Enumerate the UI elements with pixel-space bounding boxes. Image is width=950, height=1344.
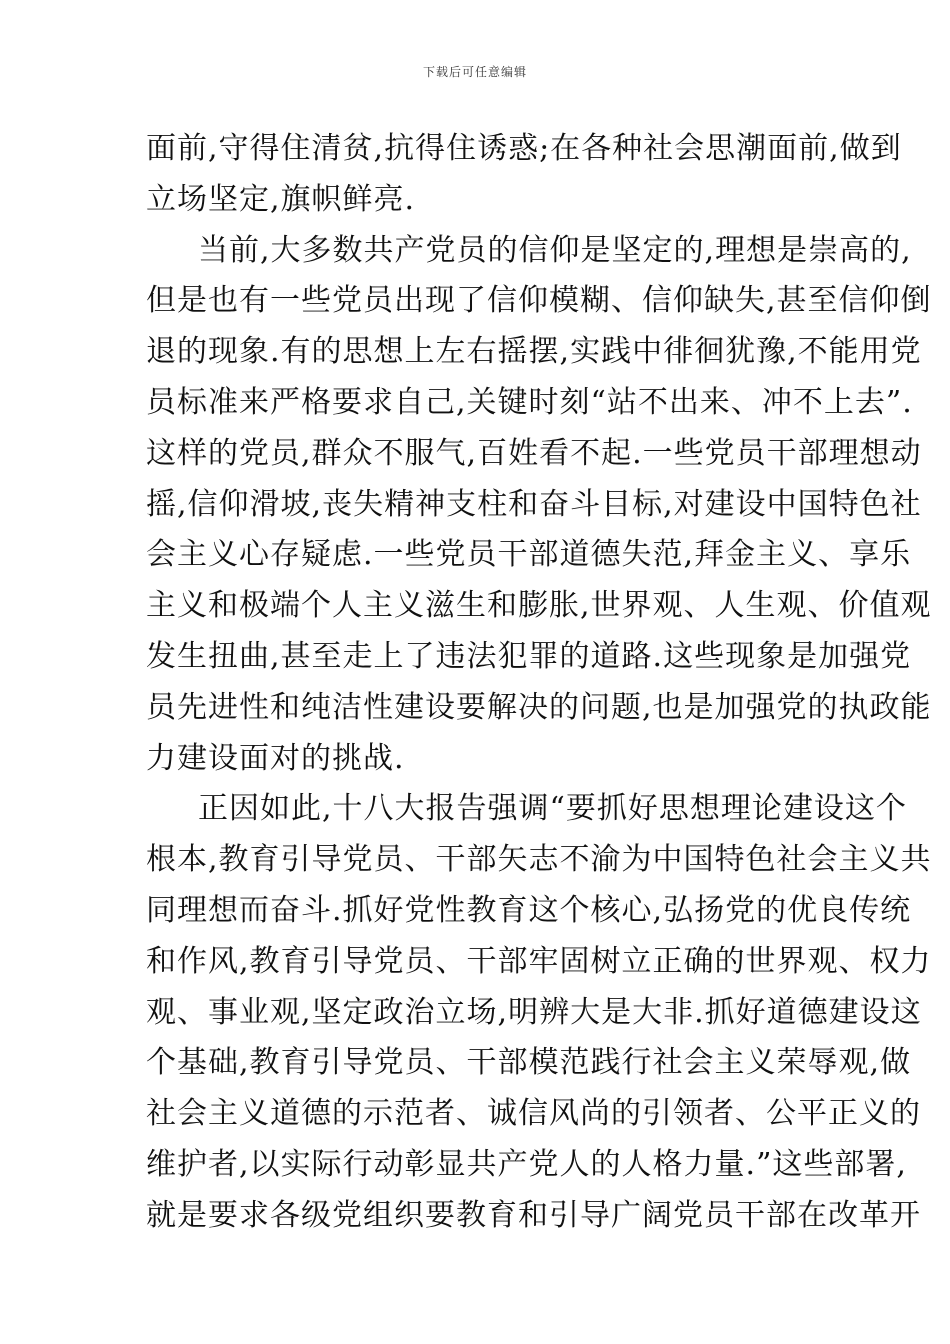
text-line: 社会主义道德的示范者、诚信风尚的引领者、公平正义的 xyxy=(146,1096,921,1132)
paragraph-start-line: 正因如此,十八大报告强调“要抓好思想理论建设这个 xyxy=(198,791,907,827)
text-line: 员先进性和纯洁性建设要解决的问题,也是加强党的执政能 xyxy=(146,689,932,725)
text-line: 根本,教育引导党员、干部矢志不渝为中国特色社会主义共 xyxy=(146,842,932,878)
text-line: 维护者,以实际行动彰显共产党人的人格力量.”这些部署, xyxy=(146,1146,907,1182)
text-line: 员标准来严格要求自己,关键时刻“站不出来、冲不上去”. xyxy=(146,384,913,420)
text-line: 摇,信仰滑坡,丧失精神支柱和奋斗目标,对建设中国特色社 xyxy=(146,486,922,522)
text-line: 但是也有一些党员出现了信仰模糊、信仰缺失,甚至信仰倒 xyxy=(146,283,932,319)
text-line: 就是要求各级党组织要教育和引导广阔党员干部在改革开 xyxy=(146,1197,921,1233)
body-text xyxy=(146,124,932,1242)
text-line: 观、事业观,坚定政治立场,明辨大是大非.抓好道德建设这 xyxy=(146,994,922,1030)
text-line: 这样的党员,群众不服气,百姓看不起.一些党员干部理想动 xyxy=(146,435,922,471)
text-line: 会主义心存疑虑.一些党员干部道德失范,拜金主义、享乐 xyxy=(146,537,912,573)
text-line: 力建设面对的挑战. xyxy=(146,740,405,776)
text-line: 立场坚定,旗帜鲜亮. xyxy=(146,181,416,217)
text-line: 和作风,教育引导党员、干部牢固树立正确的世界观、权力 xyxy=(146,943,932,979)
text-line: 面前,守得住清贫,抗得住诱惑;在各种社会思潮面前,做到 xyxy=(146,131,902,166)
paragraph-start-line: 当前,大多数共产党员的信仰是坚定的,理想是崇高的, xyxy=(198,232,912,268)
text-line: 个基础,教育引导党员、干部模范践行社会主义荣辱观,做 xyxy=(146,1045,912,1081)
page-header: 下载后可任意编辑 xyxy=(422,65,527,79)
text-line: 退的现象.有的思想上左右摇摆,实践中徘徊犹豫,不能用党 xyxy=(146,334,922,370)
text-line: 发生扭曲,甚至走上了违法犯罪的道路.这些现象是加强党 xyxy=(146,638,912,674)
text-line: 主义和极端个人主义滋生和膨胀,世界观、人生观、价值观 xyxy=(146,588,932,624)
text-line: 同理想而奋斗.抓好党性教育这个核心,弘扬党的优良传统 xyxy=(146,892,912,928)
